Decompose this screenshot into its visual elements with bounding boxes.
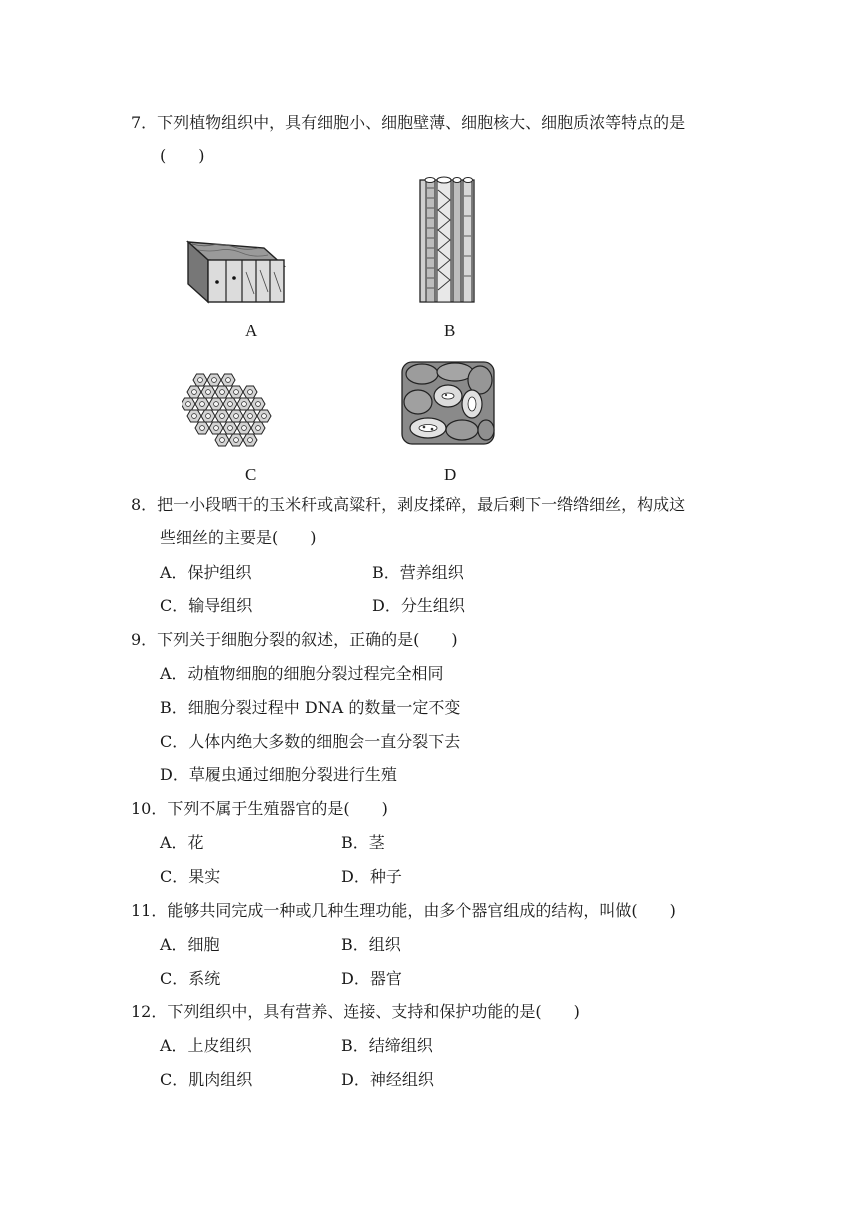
cell-nucleus [234, 414, 239, 419]
cell-nucleus [248, 414, 253, 419]
figure-d-label: D [444, 465, 457, 484]
q10-option-d: D．种子 [341, 867, 402, 886]
cell-nucleus [214, 402, 219, 407]
cell-nucleus [200, 402, 205, 407]
q12-option-a: A．上皮组织 [160, 1036, 252, 1055]
figure-d-parenchyma-cells [400, 358, 496, 446]
cell-nucleus [228, 426, 233, 431]
cell-nucleus [212, 378, 217, 383]
q11-option-c: C．系统 [160, 969, 221, 988]
cell-nucleus [242, 402, 247, 407]
q9-option-d: D．草履虫通过细胞分裂进行生殖 [160, 765, 397, 784]
cell-nucleus [186, 402, 191, 407]
q10-option-a: A．花 [160, 833, 204, 852]
cell-nucleus [198, 378, 203, 383]
cell-nucleus [192, 414, 197, 419]
q10-stem: 10．下列不属于生殖器官的是( ) [131, 799, 388, 818]
cell-nucleus [200, 426, 205, 431]
cell-nucleus [256, 426, 261, 431]
cell-nucleus [220, 414, 225, 419]
cell-nucleus [256, 402, 261, 407]
figure-b-label: B [444, 321, 456, 340]
cell-nucleus [220, 390, 225, 395]
q12-stem: 12．下列组织中，具有营养、连接、支持和保护功能的是( ) [131, 1002, 580, 1021]
q12-option-d: D．神经组织 [341, 1070, 434, 1089]
q12-option-b: B．结缔组织 [341, 1036, 433, 1055]
q10-option-b: B．茎 [341, 833, 385, 852]
q8-option-d: D．分生组织 [372, 596, 465, 615]
q8-stem-line1: 8．把一小段晒干的玉米秆或高粱秆，剥皮揉碎，最后剩下一绺绺细丝，构成这 [131, 495, 686, 514]
q8-option-b: B．营养组织 [372, 563, 464, 582]
cell-nucleus [206, 390, 211, 395]
cell-nucleus [220, 438, 225, 443]
figure-a-label: A [245, 321, 258, 340]
cell-nucleus [206, 414, 211, 419]
q9-option-a: A．动植物细胞的细胞分裂过程完全相同 [160, 664, 444, 683]
q11-stem: 11．能够共同完成一种或几种生理功能，由多个器官组成的结构，叫做( ) [131, 901, 676, 920]
q8-option-a: A．保护组织 [160, 563, 252, 582]
q9-option-b: B．细胞分裂过程中 DNA 的数量一定不变 [160, 698, 461, 717]
q11-option-d: D．器官 [341, 969, 402, 988]
q11-option-a: A．细胞 [160, 935, 220, 954]
q12-option-c: C．肌肉组织 [160, 1070, 253, 1089]
q8-option-c: C．输导组织 [160, 596, 253, 615]
cell-nucleus [248, 390, 253, 395]
cell-nucleus [262, 414, 267, 419]
q7-stem: 7．下列植物组织中，具有细胞小、细胞壁薄、细胞核大、细胞质浓等特点的是 [131, 113, 686, 132]
cell-nucleus [234, 438, 239, 443]
figure-c-label: C [245, 465, 257, 484]
cell-nucleus [214, 426, 219, 431]
figure-a-tissue-block [184, 238, 288, 308]
cell-nucleus [234, 390, 239, 395]
cell-nucleus [242, 426, 247, 431]
q9-option-c: C．人体内绝大多数的细胞会一直分裂下去 [160, 732, 461, 751]
cell-nucleus [228, 402, 233, 407]
q10-option-c: C．果实 [160, 867, 221, 886]
cell-nucleus [248, 438, 253, 443]
q7-answer-bracket: ( ) [160, 146, 205, 165]
q9-stem: 9．下列关于细胞分裂的叙述，正确的是( ) [131, 630, 458, 649]
q8-stem-line2: 些细丝的主要是( ) [160, 528, 317, 547]
figure-b-vessel-tissue [418, 176, 476, 306]
q11-option-b: B．组织 [341, 935, 401, 954]
figure-c-cell-cluster [182, 372, 278, 450]
cell-nucleus [192, 390, 197, 395]
cell-nucleus [226, 378, 231, 383]
